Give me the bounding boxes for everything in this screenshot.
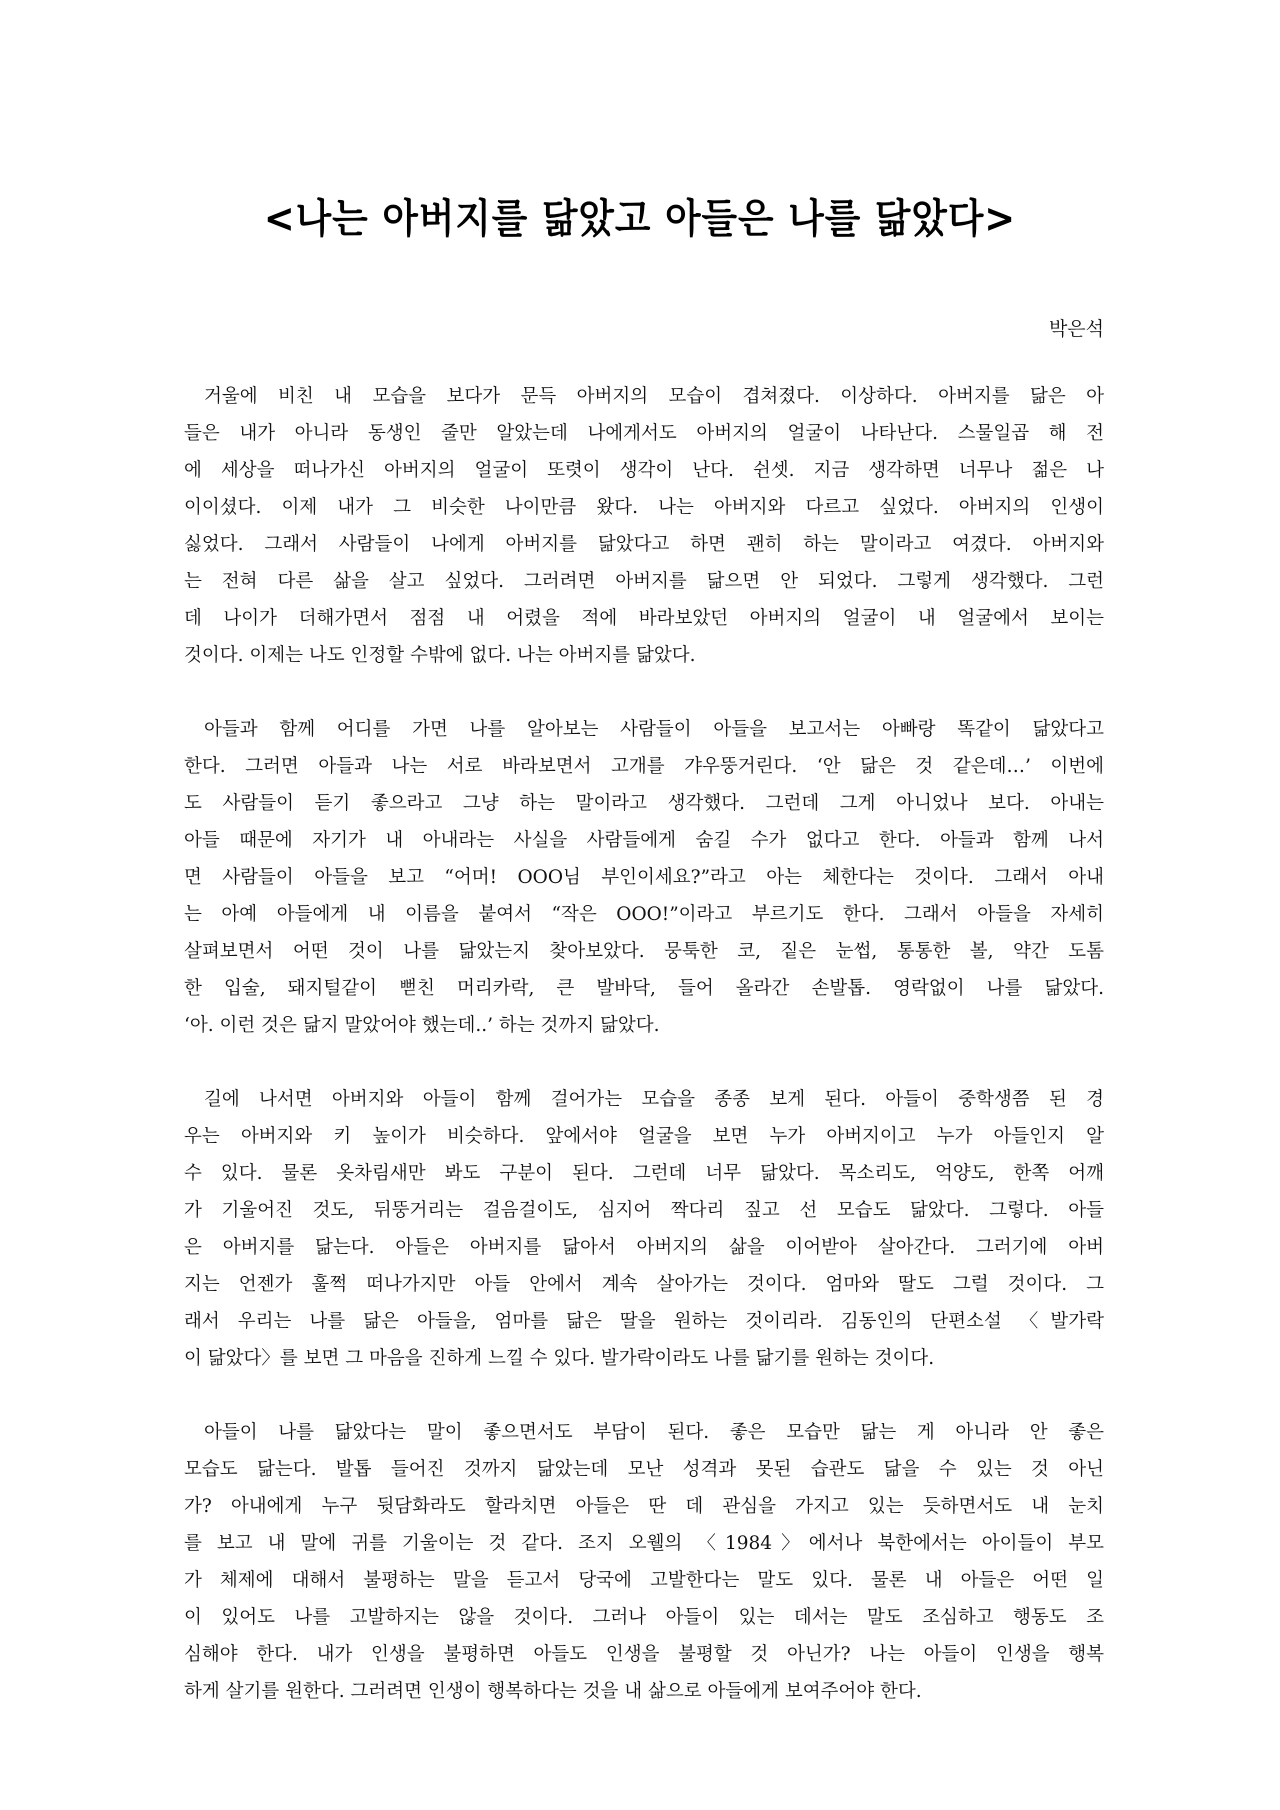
text-line: 도 사람들이 듣기 좋으라고 그냥 하는 말이라고 생각했다. 그런데 그게 아니었나 보다. 아내는 bbox=[184, 793, 1104, 814]
text-line: 래서 우리는 나를 닮은 아들을, 엄마를 닮은 딸을 원하는 것이리라. 김동인의 단편소설 〈발가락 bbox=[184, 1311, 1104, 1332]
text-line: 하게 살기를 원한다. 그러려면 인생이 행복하다는 것을 내 삶으로 아들에게 보여주어야 한다. bbox=[184, 1681, 922, 1702]
text-line: 길에 나서면 아버지와 아들이 함께 걸어가는 모습을 종종 보게 된다. 아들이 중학생쯤 된 경 bbox=[204, 1089, 1104, 1110]
document-title: <나는 아버지를 닮았고 아들은 나를 닮았다> bbox=[263, 196, 1017, 242]
text-line: 데 나이가 더해가면서 점점 내 어렸을 적에 바라보았던 아버지의 얼굴이 내 얼굴에서 보이는 bbox=[184, 608, 1104, 629]
text-line: 아들과 함께 어디를 가면 나를 알아보는 사람들이 아들을 보고서는 아빠랑 똑같이 닮았다고 bbox=[204, 719, 1104, 740]
text-line: 이 닮았다〉를 보면 그 마음을 진하게 느낄 수 있다. 발가락이라도 나를 닮기를 원하는 것이다. bbox=[184, 1348, 935, 1369]
text-line: 면 사람들이 아들을 보고 “어머! OOO님 부인이세요?”라고 아는 체한다는 것이다. 그래서 아내 bbox=[184, 867, 1104, 888]
text-line: 우는 아버지와 키 높이가 비슷하다. 앞에서야 얼굴을 보면 누가 아버지이고 누가 아들인지 알 bbox=[184, 1126, 1104, 1147]
text-line: 가 체제에 대해서 불평하는 말을 듣고서 당국에 고발한다는 말도 있다. 물론 내 아들은 어떤 일 bbox=[184, 1570, 1104, 1591]
text-line: 이이셨다. 이제 내가 그 비슷한 나이만큼 왔다. 나는 아버지와 다르고 싶었다. 아버지의 인생이 bbox=[184, 497, 1104, 518]
paragraph-1 bbox=[184, 378, 1104, 674]
text-line: 거울에 비친 내 모습을 보다가 문득 아버지의 모습이 겹쳐졌다. 이상하다. 아버지를 닮은 아 bbox=[204, 386, 1104, 407]
text-line: 싫었다. 그래서 사람들이 나에게 아버지를 닮았다고 하면 괜히 하는 말이라고 여겼다. 아버지와 bbox=[184, 534, 1104, 555]
text-line: 들은 내가 아니라 동생인 줄만 알았는데 나에게서도 아버지의 얼굴이 나타난다. 스물일곱 해 전 bbox=[184, 423, 1104, 444]
text-line: 이 있어도 나를 고발하지는 않을 것이다. 그러나 아들이 있는 데서는 말도 조심하고 행동도 조 bbox=[184, 1607, 1104, 1628]
text-line: 것이다. 이제는 나도 인정할 수밖에 없다. 나는 아버지를 닮았다. bbox=[184, 645, 696, 666]
text-line: 에 세상을 떠나가신 아버지의 얼굴이 또렷이 생각이 난다. 쉰셋. 지금 생각하면 너무나 젊은 나 bbox=[184, 460, 1104, 481]
text-line: 는 아예 아들에게 내 이름을 붙여서 “작은 OOO!”이라고 부르기도 한다. 그래서 아들을 자세히 bbox=[184, 904, 1104, 925]
text-line: 를 보고 내 말에 귀를 기울이는 것 같다. 조지 오웰의 〈1984〉에서나 북한에서는 아이들이 부모 bbox=[184, 1533, 1104, 1554]
text-line: 가? 아내에게 누구 뒷담화라도 할라치면 아들은 딴 데 관심을 가지고 있는 듯하면서도 내 눈치 bbox=[184, 1496, 1104, 1517]
text-line: 한다. 그러면 아들과 나는 서로 바라보면서 고개를 갸우뚱거린다. ‘안 닮은 것 같은데…’ 이번에 bbox=[184, 756, 1104, 777]
text-line: 아들이 나를 닮았다는 말이 좋으면서도 부담이 된다. 좋은 모습만 닮는 게 아니라 안 좋은 bbox=[204, 1422, 1104, 1443]
text-line: 심해야 한다. 내가 인생을 불평하면 아들도 인생을 불평할 것 아닌가? 나는 아들이 인생을 행복 bbox=[184, 1644, 1104, 1665]
text-line: 는 전혀 다른 삶을 살고 싶었다. 그러려면 아버지를 닮으면 안 되었다. 그렇게 생각했다. 그런 bbox=[184, 571, 1104, 592]
document-body bbox=[184, 378, 1104, 1747]
text-line: 은 아버지를 닮는다. 아들은 아버지를 닮아서 아버지의 삶을 이어받아 살아간다. 그러기에 아버 bbox=[184, 1237, 1104, 1258]
text-line: 아들 때문에 자기가 내 아내라는 사실을 사람들에게 숨길 수가 없다고 한다. 아들과 함께 나서 bbox=[184, 830, 1104, 851]
text-line: 모습도 닮는다. 발톱 들어진 것까지 닮았는데 모난 성격과 못된 습관도 닮을 수 있는 것 아닌 bbox=[184, 1459, 1104, 1480]
paragraph-2 bbox=[184, 711, 1104, 1044]
text-line: ‘아. 이런 것은 닮지 말았어야 했는데..’ 하는 것까지 닮았다. bbox=[184, 1015, 660, 1036]
paragraph-4 bbox=[184, 1414, 1104, 1710]
author-name: 박은석 bbox=[1048, 318, 1104, 340]
text-line: 수 있다. 물론 옷차림새만 봐도 구분이 된다. 그런데 너무 닮았다. 목소리도, 억양도, 한쪽 어깨 bbox=[184, 1163, 1104, 1184]
text-line: 지는 언젠가 훌쩍 떠나가지만 아들 안에서 계속 살아가는 것이다. 엄마와 딸도 그럴 것이다. 그 bbox=[184, 1274, 1104, 1295]
text-line: 가 기울어진 것도, 뒤뚱거리는 걸음걸이도, 심지어 짝다리 짚고 선 모습도 닮았다. 그렇다. 아들 bbox=[184, 1200, 1104, 1221]
text-line: 살펴보면서 어떤 것이 나를 닮았는지 찾아보았다. 뭉툭한 코, 짙은 눈썹, 통통한 볼, 약간 도톰 bbox=[184, 941, 1104, 962]
paragraph-3 bbox=[184, 1081, 1104, 1377]
text-line: 한 입술, 돼지털같이 뻗친 머리카락, 큰 발바닥, 들어 올라간 손발톱. 영락없이 나를 닮았다. bbox=[184, 978, 1104, 999]
